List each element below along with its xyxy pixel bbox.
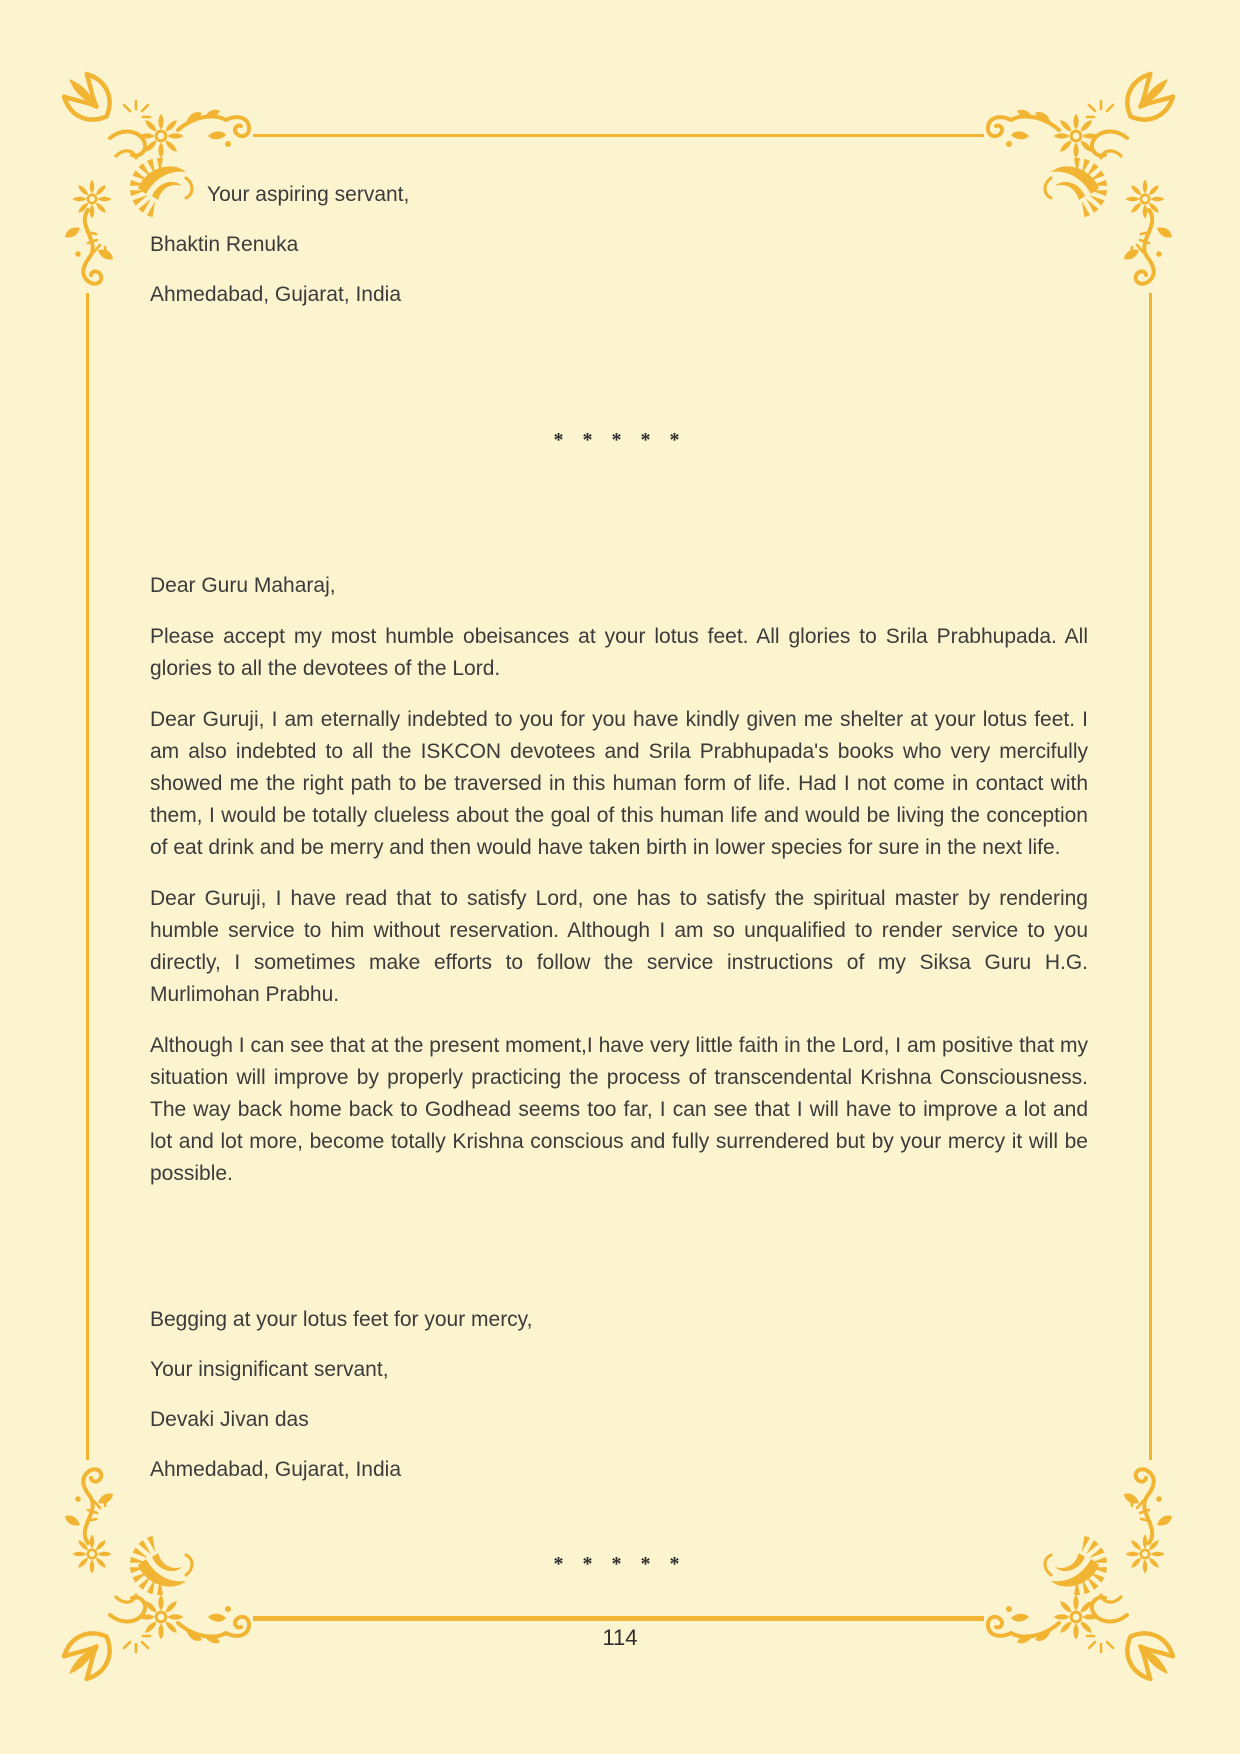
author-name: Devaki Jivan das xyxy=(150,1408,309,1431)
author-location: Ahmedabad, Gujarat, India xyxy=(150,283,401,306)
signoff-line: Your insignificant servant, xyxy=(150,1358,389,1381)
author-location: Ahmedabad, Gujarat, India xyxy=(150,1458,401,1481)
frame-border-bottom xyxy=(253,1616,984,1621)
letter-salutation: Dear Guru Maharaj, xyxy=(150,574,336,597)
frame-border-top xyxy=(253,134,984,137)
letter-signature xyxy=(150,1305,1088,1505)
page-number: 114 xyxy=(602,1625,638,1650)
letter-paragraph: Please accept my most humble obeisances at your lotus feet. All glories to Srila Prabhupada. All glories to all the devotees of the Lord. xyxy=(150,625,1088,680)
closing-line: Begging at your lotus feet for your mercy, xyxy=(150,1308,533,1331)
letter-paragraph: Dear Guruji, I am eternally indebted to you for you have kindly given me shelter at your lotus feet. I am also indebted to all the ISKCON devotees and Srila Prabhupada's books who very mercifully showed me the right path to be traversed in this human form of life. Had I not come in contact with them, I would be totally clueless about the goal of this human life and would be living the conception of eat drink and be merry and then would have taken birth in lower species for sure in the next life. xyxy=(150,708,1088,859)
letter-body xyxy=(150,570,1088,1209)
letter-paragraph: Dear Guruji, I have read that to satisfy Lord, one has to satisfy the spiritual master by rendering humble service to him without reservation. Although I am so unqualified to render service to you directly, I sometimes make efforts to follow the service instructions of my Siksa Guru H.G. Murlimohan Prabhu. xyxy=(150,887,1088,1006)
author-name: Bhaktin Renuka xyxy=(150,233,299,256)
frame-border-right xyxy=(1149,293,1152,1460)
previous-letter-closing xyxy=(150,180,1088,330)
letter-paragraph: Although I can see that at the present moment,I have very little faith in the Lord, I am positive that my situation will improve by properly practicing the process of transcendental Krishna Consciousness. The way back home back to Godhead seems too far, I can see that I will have to improve a lot and lot and lot more, become totally Krishna conscious and fully surrendered but by your mercy it will be possible. xyxy=(150,1034,1088,1185)
closing-line: Your aspiring servant, xyxy=(207,183,410,206)
frame-border-left xyxy=(86,293,89,1460)
section-separator: * * * * * xyxy=(553,1553,687,1575)
section-separator: * * * * * xyxy=(553,429,687,451)
